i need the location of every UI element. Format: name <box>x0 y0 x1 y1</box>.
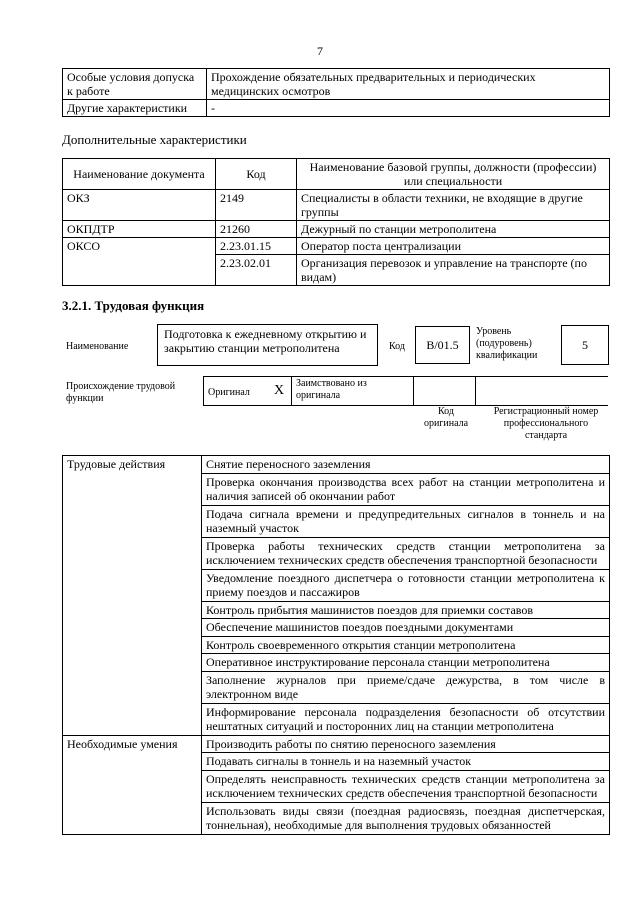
table-row <box>63 100 610 117</box>
condition-label: Другие характеристики <box>63 100 207 117</box>
table-header-row <box>63 159 610 190</box>
conditions-table <box>62 68 610 117</box>
table-row <box>63 238 610 255</box>
level-box: 5 <box>561 325 609 365</box>
additional-title: Дополнительные характеристики <box>62 132 247 147</box>
origin-divider <box>203 376 204 406</box>
table-row <box>63 190 610 221</box>
table-row <box>63 735 610 753</box>
action-item: Контроль своевременного открытия станции метрополитена <box>202 636 610 654</box>
section-title: 3.2.1. Трудовая функция <box>62 298 205 313</box>
action-item: Подача сигнала времени и предупредительных сигналов в тоннель и на наземный участок <box>202 505 610 537</box>
skill-item: Производить работы по снятию переносного заземления <box>202 735 610 753</box>
activities-table <box>62 455 610 835</box>
action-item: Информирование персонала подразделения безопасности об отсутствии нештатных ситуаций и посторонних лиц на станции метрополитена <box>202 703 610 735</box>
code-label: Код <box>389 341 405 352</box>
action-item: Проверка окончания производства всех работ на станции метрополитена и наличия записей об окончании работ <box>202 473 610 505</box>
name-cell: Организация перевозок и управление на транспорте (по видам) <box>297 255 610 286</box>
code-original-label: Код оригинала <box>423 406 469 429</box>
name-cell: Дежурный по станции метрополитена <box>297 221 610 238</box>
actions-label: Трудовые действия <box>63 456 202 736</box>
table-row <box>63 456 610 474</box>
header-code: Код <box>216 159 297 190</box>
header-doc: Наименование документа <box>63 159 216 190</box>
original-mark: X <box>274 383 285 398</box>
page-number: 7 <box>317 44 323 58</box>
origin-divider <box>413 376 414 406</box>
name-cell: Специалисты в области техники, не входящие в другие группы <box>297 190 610 221</box>
action-item: Контроль прибытия машинистов поездов для приемки составов <box>202 601 610 619</box>
table-row <box>63 69 610 100</box>
name-label: Наименование <box>66 341 129 352</box>
code-cell: 2.23.02.01 <box>216 255 297 286</box>
borrowed-label: Заимствовано из оригинала <box>296 378 367 401</box>
level-label: Уровень (подуровень) квалификации <box>476 326 538 361</box>
table-row <box>63 221 610 238</box>
code-cell: 21260 <box>216 221 297 238</box>
action-item: Уведомление поездного диспетчера о готовности станции метрополитена к приему поездов и пассажиров <box>202 569 610 601</box>
condition-label: Особые условия допуска к работе <box>63 69 207 100</box>
function-code-box: В/01.5 <box>415 326 470 364</box>
action-item: Заполнение журналов при приеме/сдаче дежурства, в том числе в электронном виде <box>202 671 610 703</box>
code-cell: 2.23.01.15 <box>216 238 297 255</box>
action-item: Обеспечение машинистов поездов поездными документами <box>202 619 610 637</box>
code-cell: 2149 <box>216 190 297 221</box>
header-name: Наименование базовой группы, должности (профессии) или специальности <box>297 159 610 190</box>
doc-cell: ОКЗ <box>63 190 216 221</box>
skills-label: Необходимые умения <box>63 735 202 834</box>
action-item: Снятие переносного заземления <box>202 456 610 474</box>
origin-label: Происхождение трудовой функции <box>66 381 176 404</box>
reg-number-label: Регистрационный номер профессионального стандарта <box>493 406 599 441</box>
origin-divider <box>291 376 292 406</box>
original-label: Оригинал <box>208 387 250 398</box>
skill-item: Определять неисправность технических средств станции метрополитена за исключением технических средств обеспечения транспортной безопасности <box>202 770 610 802</box>
condition-value: Прохождение обязательных предварительных и периодических медицинских осмотров <box>207 69 610 100</box>
name-cell: Оператор поста централизации <box>297 238 610 255</box>
skill-item: Использовать виды связи (поездная радиосвязь, поездная диспетчерская, тоннельная), необходимые для выполнения трудовых обязанностей <box>202 802 610 834</box>
function-name-box: Подготовка к ежедневному открытию и закрытию станции метрополитена <box>157 324 378 366</box>
action-item: Оперативное инструктирование персонала станции метрополитена <box>202 654 610 672</box>
origin-divider <box>475 376 476 406</box>
action-item: Проверка работы технических средств станции метрополитена за исключением технических средств обеспечения транспортной безопасности <box>202 537 610 569</box>
additional-table <box>62 158 610 286</box>
doc-cell: ОКСО <box>63 238 216 286</box>
condition-value: - <box>207 100 610 117</box>
doc-cell: ОКПДТР <box>63 221 216 238</box>
skill-item: Подавать сигналы в тоннель и на наземный участок <box>202 753 610 771</box>
